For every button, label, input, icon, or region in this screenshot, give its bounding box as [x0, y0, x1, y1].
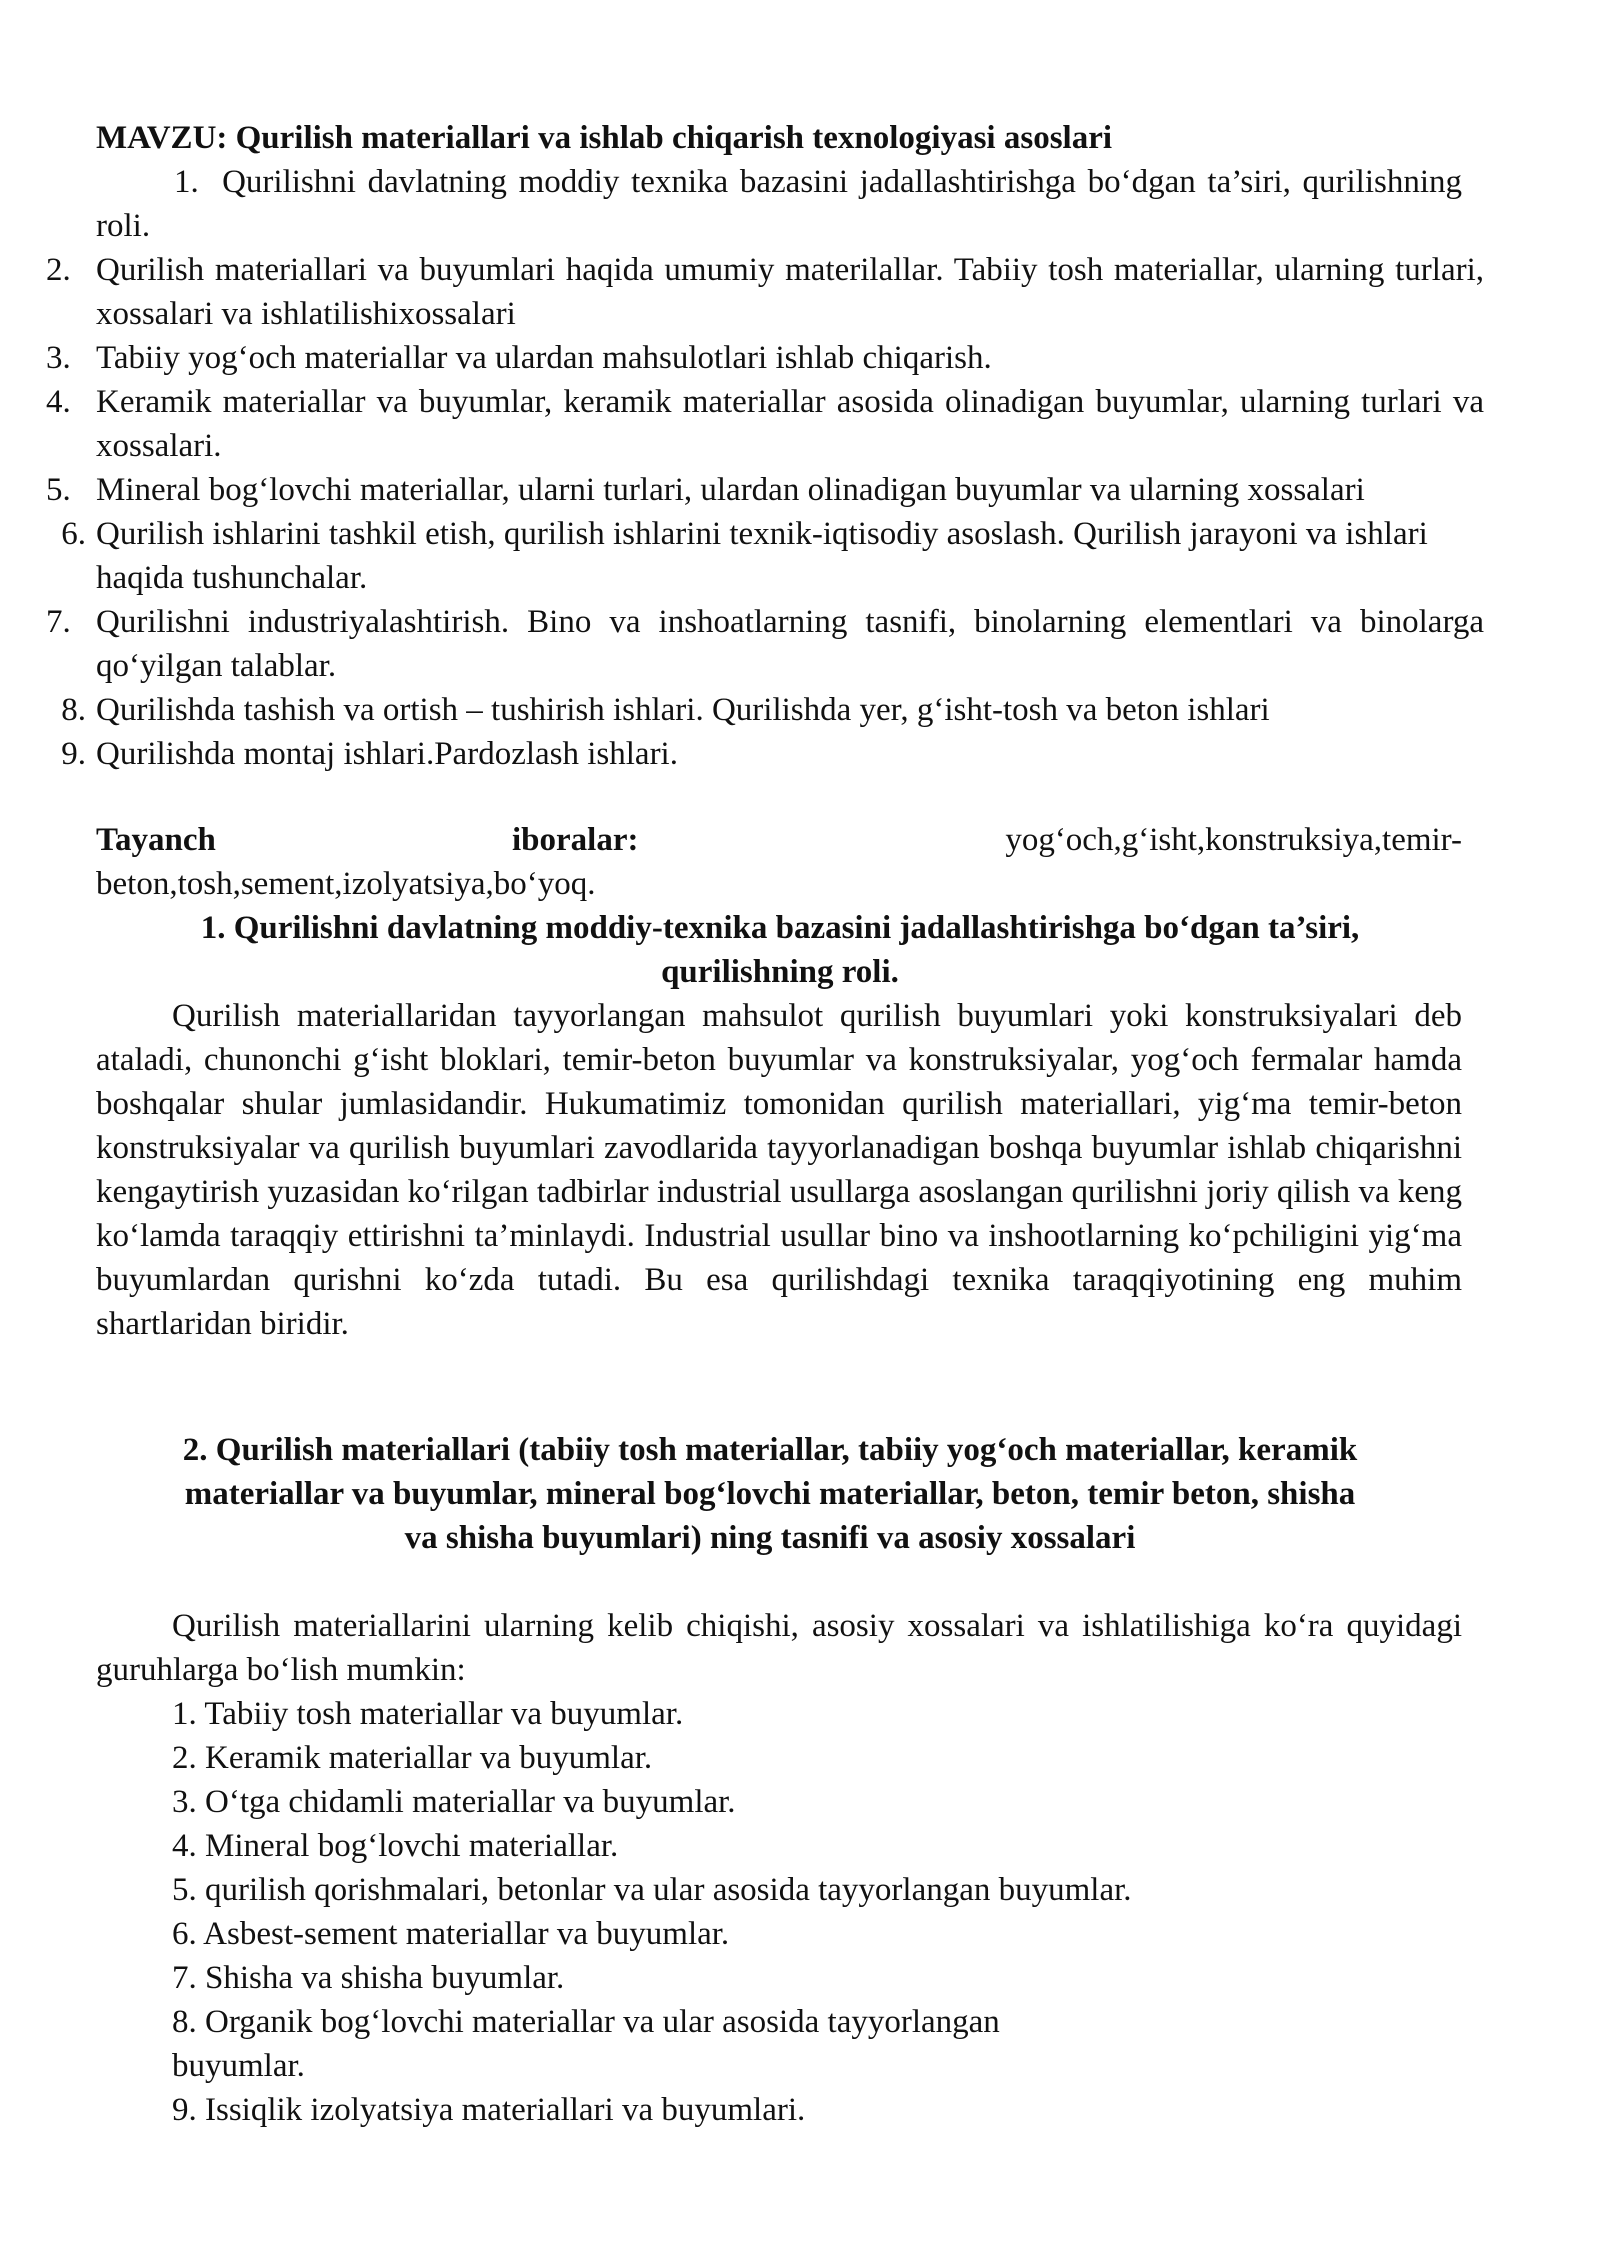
- topic-number: 4.: [46, 384, 71, 420]
- list-item: buyumlar.: [172, 2048, 305, 2084]
- keywords-label-part2: iboralar:: [512, 822, 639, 858]
- list-item: 5. qurilish qorishmalari, betonlar va ular asosida tayyorlangan buyumlar.: [172, 1872, 1132, 1908]
- list-item: [61, 732, 1484, 776]
- topic-text: Tabiiy yog‘och materiallar va ulardan mahsulotlari ishlab chiqarish.: [96, 340, 992, 376]
- section1-heading-line1: 1. Qurilishni davlatning moddiy-texnika bazasini jadallashtirishga bo‘dgan ta’siri,: [200, 910, 1360, 946]
- topic-text: Qurilishda tashish va ortish – tushirish ishlari. Qurilishda yer, g‘isht-tosh va beton ishlari: [96, 692, 1270, 728]
- topic-number: 7.: [46, 604, 71, 640]
- topic-number: 5.: [46, 472, 71, 508]
- topic-text: Qurilishda montaj ishlari.Pardozlash ishlari.: [96, 736, 678, 772]
- section2-intro: Qurilish materiallarini ularning kelib chiqishi, asosiy xossalari va ishlatilishiga ko‘ra quyidagi guruhlarga bo‘lish mumkin:: [96, 1608, 1462, 1688]
- keywords-line-1: [96, 818, 1462, 862]
- keywords-block: [96, 818, 1462, 906]
- page-title: MAVZU: Qurilish materiallari va ishlab chiqarish texnologiyasi asoslari: [96, 120, 1113, 156]
- list-item: 4. Mineral bog‘lovchi materiallar.: [172, 1828, 619, 1864]
- list-item: 8. Organik bog‘lovchi materiallar va ular asosida tayyorlangan: [172, 2004, 1000, 2040]
- topic-number: 3.: [46, 340, 71, 376]
- list-item: 6. Asbest-sement materiallar va buyumlar.: [172, 1916, 730, 1952]
- list-item: 9. Issiqlik izolyatsiya materiallari va buyumlari.: [172, 2092, 806, 2128]
- topic-number: 8.: [61, 692, 86, 728]
- topic-text: Keramik materiallar va buyumlar, keramik materiallar asosida olinadigan buyumlar, ularning turlari va xossalari.: [96, 384, 1484, 464]
- topic-number: 1.: [174, 164, 199, 200]
- section2-heading: [60, 1428, 1480, 1560]
- topic-text: Qurilish ishlarini tashkil etish, qurilish ishlarini texnik-iqtisodiy asoslash. Qurilish jarayoni va ishlari haqida tushunchalar.: [96, 516, 1428, 596]
- section1-heading-line2: qurilishning roli.: [661, 954, 899, 990]
- list-item: 1. Tabiiy tosh materiallar va buyumlar.: [172, 1696, 684, 1732]
- list-item: 7. Shisha va shisha buyumlar.: [172, 1960, 565, 1996]
- section2-heading-line2: materiallar va buyumlar, mineral bog‘lovchi materiallar, beton, temir beton, shisha: [184, 1476, 1356, 1512]
- list-item: 3. O‘tga chidamli materiallar va buyumlar.: [172, 1784, 736, 1820]
- list-item: [61, 512, 1484, 600]
- section2-heading-line3: va shisha buyumlari) ning tasnifi va asosiy xossalari: [404, 1520, 1136, 1556]
- keywords-label-part1: Tayanch: [96, 822, 216, 858]
- list-item: [46, 336, 1484, 380]
- list-item: [61, 688, 1484, 732]
- topic-number: 2.: [46, 252, 71, 288]
- topic-text: Qurilishni industriyalashtirish. Bino va inshoatlarning tasnifi, binolarning elementlari va binolarga qo‘yilgan talablar.: [96, 604, 1484, 684]
- keywords-text-line1: yog‘och,g‘isht,konstruksiya,temir-: [1005, 822, 1462, 858]
- section1-heading: [60, 906, 1500, 994]
- topic-text: Qurilishni davlatning moddiy texnika bazasini jadallashtirishga bo‘dgan ta’siri, qurilishning roli.: [96, 164, 1462, 244]
- material-groups-list: [172, 1692, 1372, 2132]
- keywords-text-line2: beton,tosh,sement,izolyatsiya,bo‘yoq.: [96, 866, 596, 902]
- list-item: [46, 468, 1484, 512]
- topic-text: Mineral bog‘lovchi materiallar, ularni turlari, ulardan olinadigan buyumlar va ularning xossalari: [96, 472, 1365, 508]
- list-item: [46, 248, 1484, 336]
- topic-list: [46, 248, 1484, 776]
- section2-heading-line1: 2. Qurilish materiallari (tabiiy tosh materiallar, tabiiy yog‘och materiallar, keramik: [182, 1432, 1358, 1468]
- topic-number: 6.: [61, 516, 86, 552]
- section1-paragraph: Qurilish materiallaridan tayyorlangan mahsulot qurilish buyumlari yoki konstruksiyalari deb ataladi, chunonchi g‘isht bloklari, temir-beton buyumlar va konstruksiyalar, yog‘och fermalar hamda boshqalar shular jumlasidandir. Hukumatimiz tomonidan qurilish materiallari, yig‘ma temir-beton konstruksiyalar va qurilish buyumlari zavodlarida tayyorlanadigan boshqa buyumlar ishlab chiqarishni kengaytirish yuzasidan ko‘rilgan tadbirlar industrial usullarga asoslangan qurilishni joriy qilish va keng ko‘lamda taraqqiy ettirishni ta’minlaydi. Industrial usullar bino va inshootlarning ko‘pchiligini yig‘ma buyumlardan qurishni ko‘zda tutadi. Bu esa qurilishdagi texnika taraqqiyotining eng muhim shartlaridan biridir.: [96, 998, 1462, 1342]
- list-item: 2. Keramik materiallar va buyumlar.: [172, 1740, 653, 1776]
- topic-number: 9.: [61, 736, 86, 772]
- list-item: [46, 380, 1484, 468]
- list-item: [46, 600, 1484, 688]
- topic-item-1: [96, 160, 1462, 248]
- topic-text: Qurilish materiallari va buyumlari haqida umumiy materilallar. Tabiiy tosh materiallar, ularning turlari, xossalari va ishlatilishixossalari: [96, 252, 1484, 332]
